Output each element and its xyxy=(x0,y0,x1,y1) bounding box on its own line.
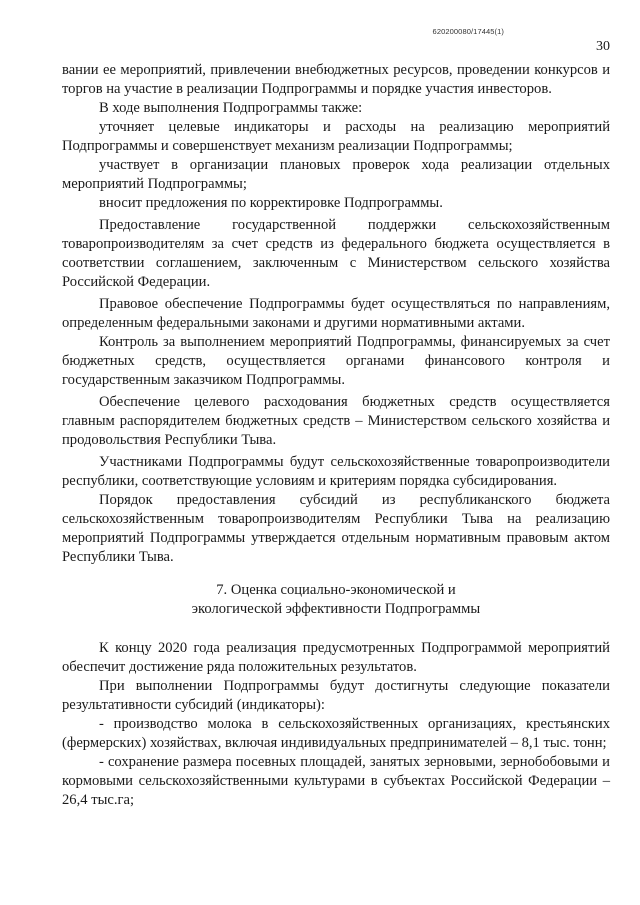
paragraph: уточняет целевые индикаторы и расходы на реализацию мероприятий Подпрограммы и совершенствует механизм реализации Подпрограммы; xyxy=(62,119,610,154)
section-heading-line: экологической эффективности Подпрограммы xyxy=(191,601,481,617)
paragraph: Участниками Подпрограммы будут сельскохозяйственные товаропроизводители республики, соответствующие условиям и критериям порядка субсидирования. xyxy=(62,454,610,489)
paragraph: Обеспечение целевого расходования бюджетных средств осуществляется главным распорядителем бюджетных средств – Министерством сельского хозяйства и продовольствия Республики Тыва. xyxy=(62,394,610,448)
paragraph: вносит предложения по корректировке Подпрограммы. xyxy=(99,195,443,211)
paragraph: Правовое обеспечение Подпрограммы будет осуществляться по направлениям, определенным федеральными законами и другими нормативными актами. xyxy=(62,296,610,331)
page-number: 30 xyxy=(596,39,610,54)
paragraph: Предоставление государственной поддержки сельскохозяйственным товаропроизводителям за счет средств из федерального бюджета осуществляется в соответствии соглашением, заключенным с Министерством сельского хозяйства Российской Федерации. xyxy=(62,217,610,290)
section-heading xyxy=(62,581,610,619)
document-body xyxy=(62,61,610,810)
list-item: - производство молока в сельскохозяйственных организациях, крестьянских (фермерских) хозяйствах, включая индивидуальных предпринимателей – 8,1 тыс. тонн; xyxy=(62,716,610,751)
paragraph: Контроль за выполнением мероприятий Подпрограммы, финансируемых за счет бюджетных средств, осуществляется органами финансового контроля и государственным заказчиком Подпрограммы. xyxy=(62,334,610,388)
section-heading-line: 7. Оценка социально-экономической и xyxy=(216,582,456,598)
paragraph: При выполнении Подпрограммы будут достигнуты следующие показатели результативности субсидий (индикаторы): xyxy=(62,678,610,713)
paragraph: участвует в организации плановых проверок хода реализации отдельных мероприятий Подпрограммы; xyxy=(62,157,610,192)
list-item: - сохранение размера посевных площадей, занятых зерновыми, зернобобовыми и кормовыми сельскохозяйственными культурами в субъектах Российской Федерации – 26,4 тыс.га; xyxy=(62,754,610,808)
paragraph: В ходе выполнения Подпрограммы также: xyxy=(99,100,363,116)
paragraph: вании ее мероприятий, привлечении внебюджетных ресурсов, проведении конкурсов и торгов на участие в реализации Подпрограммы и порядке участия инвесторов. xyxy=(62,62,610,97)
paragraph: Порядок предоставления субсидий из республиканского бюджета сельскохозяйственным товаропроизводителям Республики Тыва на реализацию мероприятий Подпрограммы утверждается отдельным нормативным правовым актом Республики Тыва. xyxy=(62,492,610,565)
document-code: 620200080/17445(1) xyxy=(432,27,504,36)
paragraph: К концу 2020 года реализация предусмотренных Подпрограммой мероприятий обеспечит достижение ряда положительных результатов. xyxy=(62,640,610,675)
